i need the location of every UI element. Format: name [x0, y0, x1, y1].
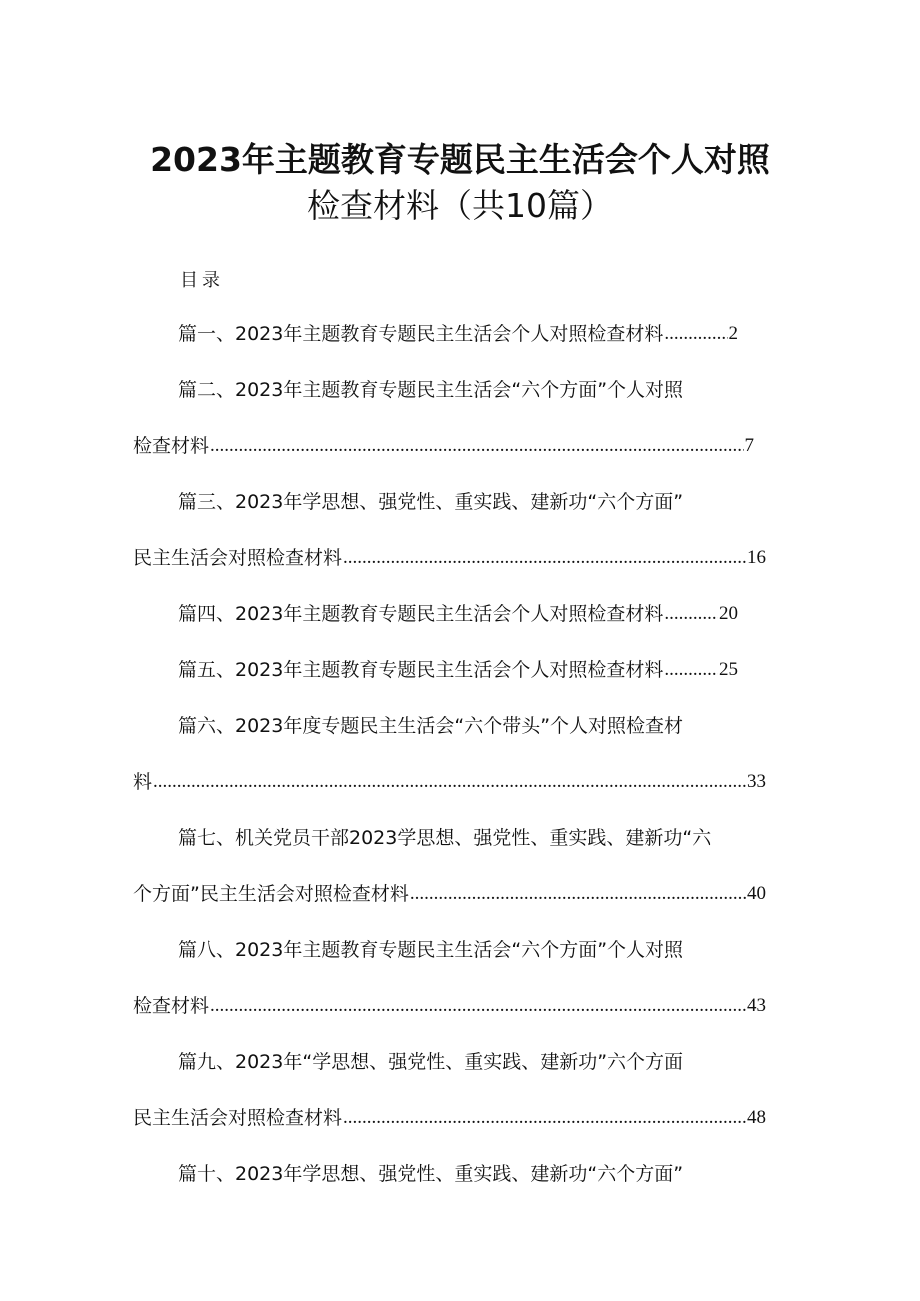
toc-heading: 目录: [180, 270, 224, 291]
toc-entry-3-line-1[interactable]: [178, 488, 738, 516]
toc-entry-6-line-1[interactable]: [178, 712, 738, 740]
toc-entry-text: 篇九、2023年“学思想、强党性、重实践、建新功”六个方面: [178, 1051, 684, 1073]
toc-leader-dots: [343, 544, 746, 572]
toc-page-number: 25: [719, 659, 738, 680]
toc-leader-dots: [153, 768, 746, 796]
toc-leader-dots: [210, 432, 743, 460]
document-title-line-2: 检查材料（共10篇）: [307, 186, 613, 225]
toc-leader-dots: [343, 1104, 746, 1132]
toc-page-number: 20: [719, 603, 738, 624]
toc-entry-text: 个方面”民主生活会对照检查材料: [133, 883, 409, 905]
toc-entry-6-line-2[interactable]: [133, 768, 766, 796]
toc-entry-text: 篇六、2023年度专题民主生活会“六个带头”个人对照检查材: [178, 715, 684, 737]
toc-leader-dots: [210, 992, 746, 1020]
toc-page-number: 43: [747, 995, 766, 1016]
toc-entry-text: 检查材料: [133, 435, 210, 457]
toc-entry-text: 料: [133, 771, 153, 793]
toc-entry-text: 篇三、2023年学思想、强党性、重实践、建新功“六个方面”: [178, 491, 684, 513]
toc-page-number: 33: [747, 771, 766, 792]
toc-entry-text: 篇四、2023年主题教育专题民主生活会个人对照检查材料: [178, 603, 664, 625]
toc-page-number: 7: [744, 435, 754, 456]
toc-leader-dots: [410, 880, 746, 908]
toc-entry-9-line-1[interactable]: [178, 1048, 738, 1076]
toc-entry-2-line-2[interactable]: [133, 432, 754, 460]
toc-entry-text: 篇八、2023年主题教育专题民主生活会“六个方面”个人对照: [178, 939, 684, 961]
toc-entry-2-line-1[interactable]: [178, 376, 738, 404]
toc-page-number: 16: [747, 547, 766, 568]
toc-page-number: 2: [728, 323, 738, 344]
toc-entry-10-line-1[interactable]: [178, 1160, 738, 1188]
toc-leader-dots: [664, 600, 718, 628]
toc-entry-4[interactable]: [178, 600, 738, 628]
toc-page-number: 40: [747, 883, 766, 904]
toc-page-number: 48: [747, 1107, 766, 1128]
toc-entry-text: 民主生活会对照检查材料: [133, 547, 343, 569]
toc-entry-8-line-2[interactable]: [133, 992, 766, 1020]
toc-entry-text: 篇五、2023年主题教育专题民主生活会个人对照检查材料: [178, 659, 664, 681]
toc-entry-text: 篇二、2023年主题教育专题民主生活会“六个方面”个人对照: [178, 379, 684, 401]
toc-entry-7-line-2[interactable]: [133, 880, 766, 908]
toc-entry-7-line-1[interactable]: [178, 824, 758, 852]
toc-leader-dots: [664, 656, 718, 684]
toc-entry-3-line-2[interactable]: [133, 544, 766, 572]
toc-entry-text: 篇十、2023年学思想、强党性、重实践、建新功“六个方面”: [178, 1163, 684, 1185]
toc-entry-9-line-2[interactable]: [133, 1104, 766, 1132]
toc-entry-text: 检查材料: [133, 995, 210, 1017]
toc-entry-8-line-1[interactable]: [178, 936, 738, 964]
toc-entry-text: 民主生活会对照检查材料: [133, 1107, 343, 1129]
toc-entry-text: 篇七、机关党员干部2023学思想、强党性、重实践、建新功“六: [178, 827, 712, 849]
toc-entry-1[interactable]: [178, 320, 738, 348]
toc-leader-dots: [664, 320, 727, 348]
toc-entry-text: 篇一、2023年主题教育专题民主生活会个人对照检查材料: [178, 323, 664, 345]
toc-entry-5[interactable]: [178, 656, 738, 684]
document-title-line-1: 2023年主题教育专题民主生活会个人对照: [150, 140, 770, 179]
